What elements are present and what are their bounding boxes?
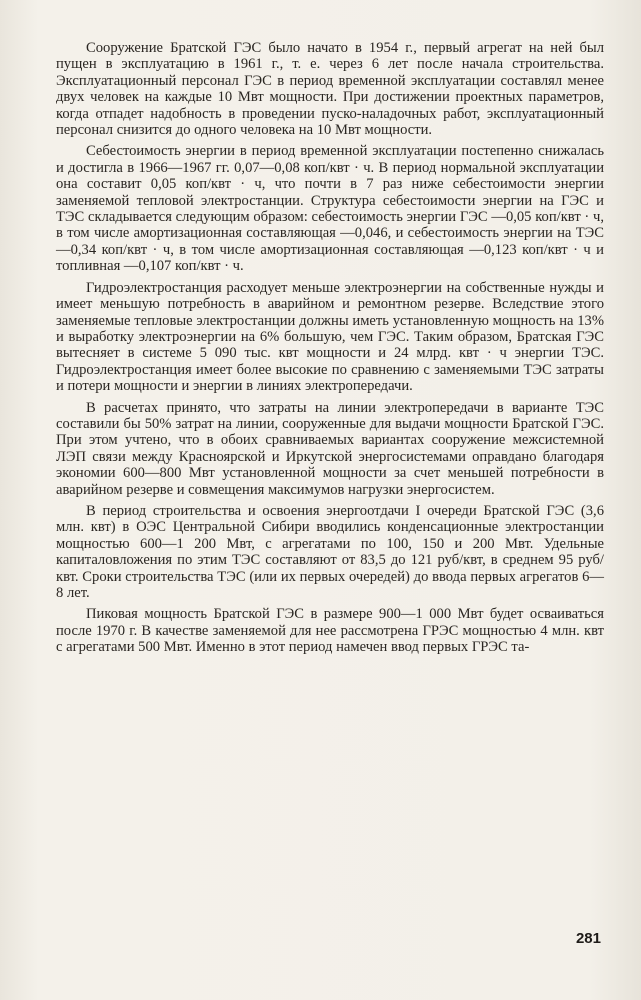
paragraph-5: В период строительства и освоения энергоотдачи I очереди Братской ГЭС (3,6 млн. квт) в ОЭС Центральной Сибири вводились конденсационные электростанции мощностью 600—1 200 Мвт, с агрегатами по 100, 150 и 200 Мвт. Удельные капиталовложения по этим ТЭС составляют от 83,5 до 121 руб/квт, в среднем 95 руб/квт. Сроки строительства ТЭС (или их первых очередей) до ввода первых агрегатов 6—8 лет. xyxy=(56,502,604,601)
paragraph-6: Пиковая мощность Братской ГЭС в размере 900—1 000 Мвт будет осваиваться после 1970 г. В качестве заменяемой для нее рассмотрена ГРЭС мощностью 4 млн. квт с агрегатами 500 Мвт. Именно в этот период намечен ввод первых ГРЭС та- xyxy=(56,606,604,656)
paragraph-1: Сооружение Братской ГЭС было начато в 1954 г., первый агрегат на ней был пущен в эксплуатацию в 1961 г., т. е. через 6 лет после начала строительства. Эксплуатационный персонал ГЭС в период временной эксплуатации составлял менее двух человек на каждые 10 Мвт мощности. При достижении проектных параметров, когда отпадет надобность в проведении пуско-наладочных работ, эксплуатационный персонал снизится до одного человека на 10 Мвт мощности. xyxy=(56,40,604,139)
paragraph-3: Гидроэлектростанция расходует меньше электроэнергии на собственные нужды и имеет меньшую потребность в аварийном и ремонтном резерве. Вследствие этого заменяемые тепловые электростанции должны иметь установленную мощность на 13% и выработку электроэнергии на 6% большую, чем ГЭС. Таким образом, Братская ГЭС вытесняет в системе 5 090 тыс. квт мощности и 24 млрд. квт · ч энергии ТЭС. Гидроэлектростанция имеет более высокие по сравнению с заменяемыми ТЭС затраты и потери мощности и энергии в линиях электропередачи. xyxy=(56,279,604,395)
page-number: 281 xyxy=(575,930,601,947)
paragraph-4: В расчетах принято, что затраты на линии электропередачи в варианте ТЭС составили бы 50% затрат на линии, сооруженные для выдачи мощности Братской ГЭС. При этом учтено, что в обоих сравниваемых вариантах сооружение межсистемной ЛЭП связи между Красноярской и Иркутской энергосистемами оправдано благодаря экономии 600—800 Мвт установленной мощности за счет меньшей потребности в аварийном резерве и совмещения максимумов нагрузки энергосистем. xyxy=(56,399,604,498)
paragraph-2: Себестоимость энергии в период временной эксплуатации постепенно снижалась и достигла в 1966—1967 гг. 0,07—0,08 коп/квт · ч. В период нормальной эксплуатации она составит 0,05 коп/квт · ч, что почти в 7 раз ниже себестоимости энергии заменяемой тепловой электростанции. Структура себестоимости энергии на ГЭС и ТЭС складывается следующим образом: себестоимость энергии ГЭС —0,05 коп/квт · ч, в том числе амортизационная составляющая —0,046, и себестоимость энергии на ТЭС —0,34 коп/квт · ч, в том числе амортизационная составляющая —0,123 коп/квт · ч и топливная —0,107 коп/квт · ч. xyxy=(56,143,604,275)
page-body xyxy=(56,40,604,661)
